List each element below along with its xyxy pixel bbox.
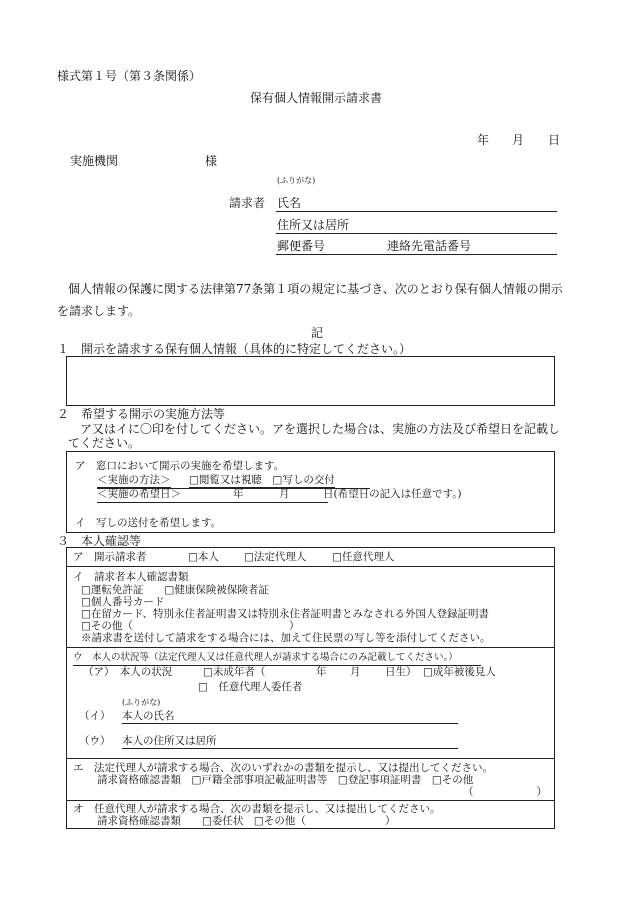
date-day: 日	[548, 133, 561, 147]
ki-label: 記	[311, 326, 324, 340]
id-docs-note: ※請求書を送付して請求をする場合には、加えて住民票の写し等を添付してください。	[81, 632, 491, 644]
row-divider	[67, 647, 554, 648]
id-docs-other[interactable]: □その他（	[81, 620, 133, 632]
principal-address-label-prefix: （ウ）	[79, 735, 111, 747]
principal-name-line[interactable]	[122, 723, 458, 724]
section3-heading: ３ 本人確認等	[57, 534, 142, 548]
section2-note2: てください。	[68, 436, 141, 450]
requester-type-voluntary[interactable]: □任意代理人	[332, 551, 395, 563]
requester-furigana: (ふりがな)	[277, 176, 316, 185]
id-docs-line2[interactable]: □個人番号カード	[81, 596, 165, 608]
intro-line2: を請求します。	[57, 304, 141, 318]
row-divider	[67, 566, 554, 567]
principal-furigana: (ふりがな)	[122, 698, 161, 707]
id-docs-other-close: ）	[289, 620, 300, 632]
agency-sama: 様	[205, 154, 218, 168]
requester-contact-line[interactable]	[276, 254, 557, 255]
voluntary-agent-docs[interactable]: 請求資格確認書類 □委任状 □その他（	[97, 815, 306, 827]
principal-name-label: 本人の氏名	[122, 710, 175, 722]
principal-status-title: ウ 本人の状況等（法定代理人又は任意代理人が請求する場合にのみ記載してください。）	[73, 652, 458, 663]
method-label: ＜実施の方法＞	[97, 474, 171, 486]
desired-date-underline[interactable]	[97, 502, 328, 503]
option-i-label[interactable]: イ 写しの送付を希望します。	[75, 517, 222, 529]
status-minor[interactable]: □未成年者（	[203, 666, 266, 678]
page-title: 保有個人情報開示請求書	[250, 91, 383, 105]
id-docs-line3[interactable]: □在留カード、特別永住者証明書又は特別永住者証明書とみなされる外国人登録証明書	[81, 608, 489, 620]
form-number: 様式第１号（第３条関係）	[57, 69, 202, 83]
status-year: 年	[316, 666, 327, 678]
section3-table	[66, 547, 555, 829]
status-proxy[interactable]: □ 任意代理人委任者	[198, 681, 303, 693]
principal-status-label: （ア） 本人の状況	[83, 666, 173, 678]
requester-type-legal[interactable]: □法定代理人	[244, 551, 307, 563]
status-birth: 日生）	[385, 666, 417, 678]
requester-type-self[interactable]: □本人	[188, 551, 219, 563]
status-month: 月	[350, 666, 361, 678]
section2-heading: ２ 希望する開示の実施方法等	[57, 407, 226, 421]
section1-heading: １ 開示を請求する保有個人情報（具体的に特定してください。）	[57, 342, 412, 356]
date-month: 月	[512, 133, 525, 147]
section1-input-box[interactable]	[66, 356, 555, 406]
id-docs-title: イ 請求者本人確認書類	[73, 571, 189, 583]
id-docs-line1[interactable]: □運転免許証 □健康保険被保険者証	[81, 584, 269, 596]
row-divider	[67, 800, 554, 801]
requester-postal-label: 郵便番号	[277, 239, 326, 253]
section2-box	[66, 451, 555, 533]
desired-date-label: ＜実施の希望日＞	[97, 488, 181, 500]
requester-name-line[interactable]	[276, 211, 557, 212]
desired-date-day: 日(希望日の記入は任意です。)	[323, 488, 462, 500]
desired-date-month: 月	[279, 488, 290, 500]
principal-address-label: 本人の住所又は居所	[122, 735, 217, 747]
row-divider	[67, 758, 554, 759]
date-year: 年	[477, 133, 490, 147]
legal-agent-title: エ 法定代理人が請求する場合、次のいずれかの書類を提示し、又は提出してください。	[73, 762, 493, 774]
requester-label: 請求者	[229, 196, 266, 210]
principal-name-label-prefix: （イ）	[79, 710, 111, 722]
legal-agent-other-paren[interactable]: （ ）	[463, 786, 547, 798]
desired-date-year: 年	[233, 488, 244, 500]
principal-address-line[interactable]	[122, 748, 458, 749]
section2-note1: ア又はイに〇印を付してください。アを選択した場合は、実施の方法及び希望日を記載し	[80, 422, 561, 436]
requester-phone-label: 連絡先電話番号	[387, 239, 472, 253]
intro-line1: 個人情報の保護に関する法律第77条第１項の規定に基づき、次のとおり保有個人情報の開示	[68, 282, 563, 296]
option-a-label[interactable]: ア 窓口において開示の実施を希望します。	[75, 460, 285, 472]
requester-address-label: 住所又は居所	[277, 218, 350, 232]
voluntary-agent-title: オ 任意代理人が請求する場合、次の書類を提示し、又は提出してください。	[73, 803, 441, 815]
method-options[interactable]: □閲覧又は視聴 □写しの交付	[189, 474, 335, 486]
agency-label: 実施機関	[70, 154, 119, 168]
legal-agent-docs[interactable]: 請求資格確認書類 □戸籍全部事項記載証明書等 □登記事項証明書 □その他	[97, 774, 474, 786]
status-guardian[interactable]: □成年被後見人	[423, 666, 496, 678]
voluntary-agent-paren-close: ）	[385, 815, 396, 827]
requester-type-label: ア 開示請求者	[73, 551, 147, 563]
requester-address-line[interactable]	[276, 233, 557, 234]
requester-name-label: 氏名	[277, 196, 302, 210]
